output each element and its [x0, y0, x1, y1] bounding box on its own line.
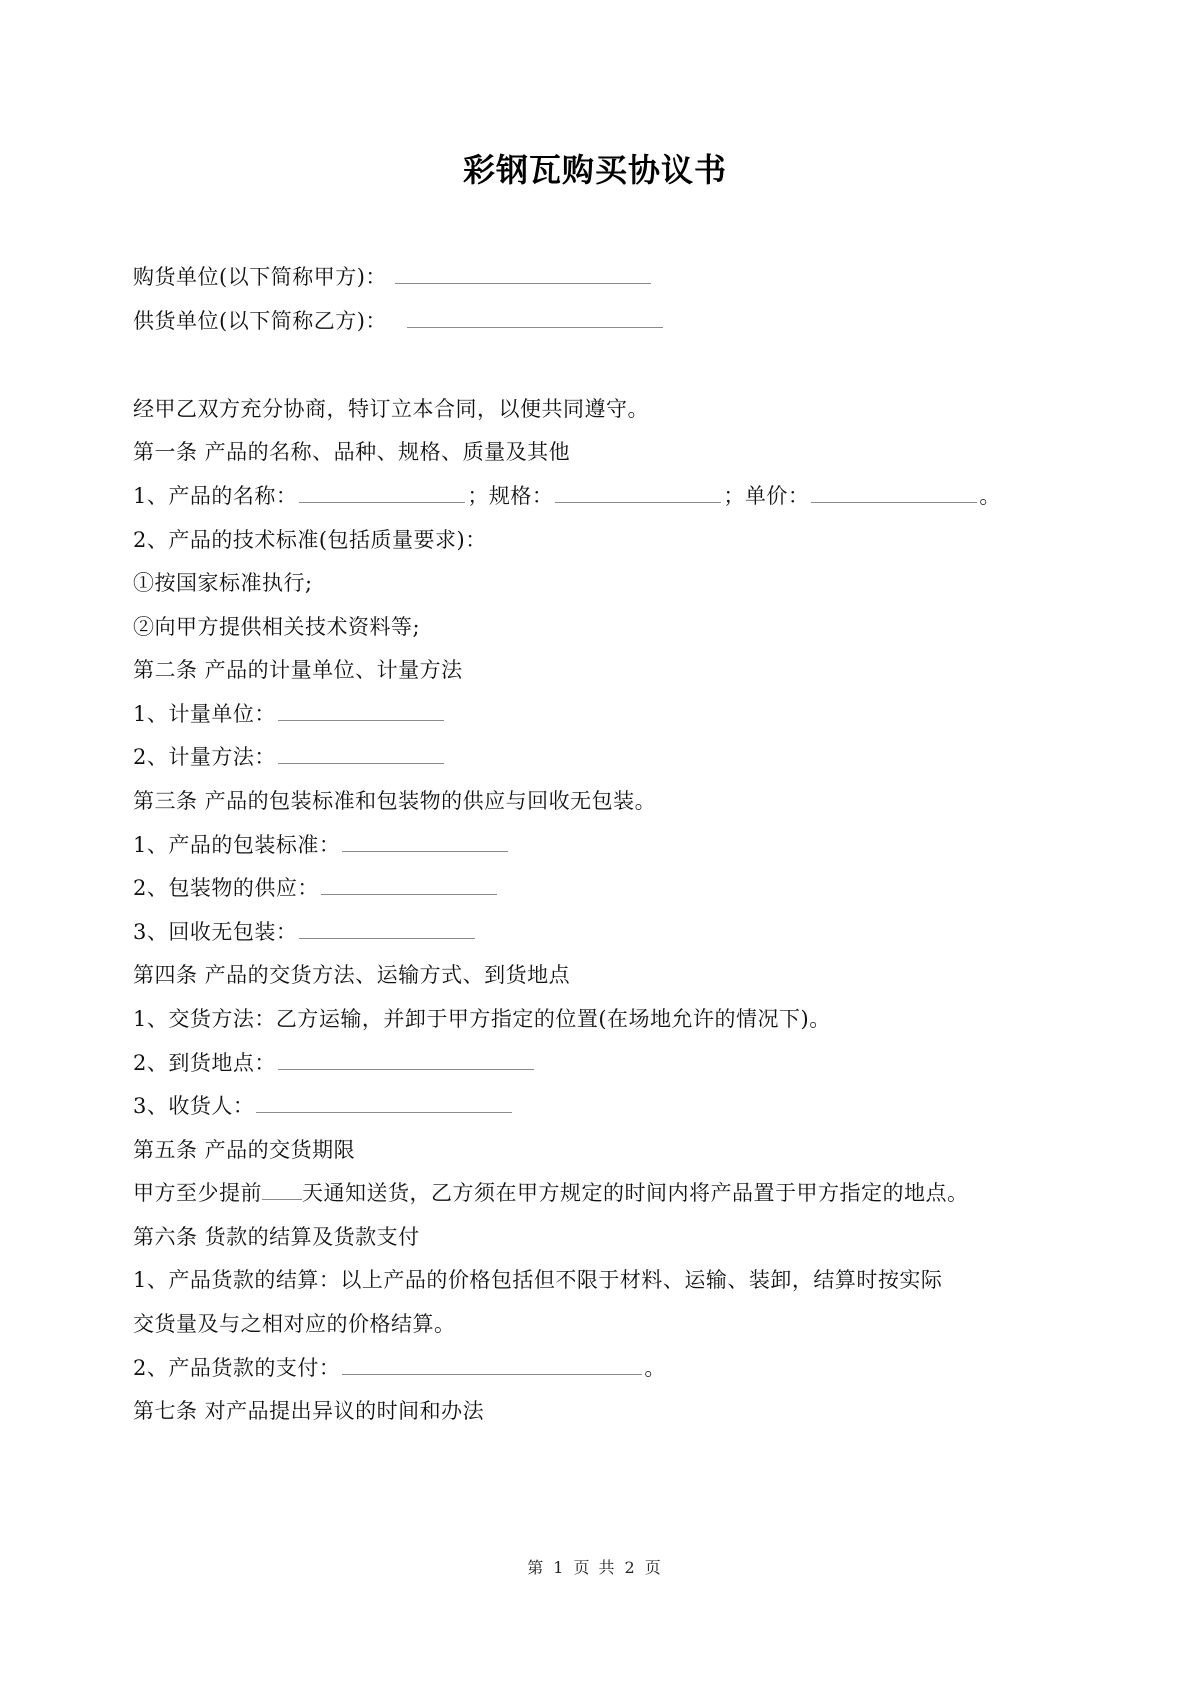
article4-item3 — [133, 1092, 514, 1120]
payment-end: 。 — [644, 1356, 666, 1380]
article3-item1 — [133, 831, 510, 859]
packaging-standard-blank[interactable] — [342, 831, 508, 852]
unit-label: 1、计量单位： — [133, 702, 276, 726]
article1-item1 — [133, 482, 1001, 510]
article3-item2 — [133, 874, 499, 902]
packaging-supply-label: 2、包装物的供应： — [133, 876, 319, 900]
delivery-location-blank[interactable] — [278, 1049, 534, 1070]
article2-heading: 第二条 产品的计量单位、计量方法 — [133, 658, 463, 682]
packaging-standard-label: 1、产品的包装标准： — [133, 833, 341, 857]
article5-heading: 第五条 产品的交货期限 — [133, 1138, 356, 1162]
page-footer — [0, 1555, 1190, 1578]
footer-middle: 页 共 — [573, 1558, 617, 1577]
article1-item2: 2、产品的技术标准(包括质量要求)： — [133, 528, 487, 552]
spec-label: ；规格： — [467, 484, 554, 508]
method-label: 2、计量方法： — [133, 745, 276, 769]
notice-before: 甲方至少提前 — [133, 1181, 262, 1205]
article1-sub2: ②向甲方提供相关技术资料等; — [133, 615, 421, 639]
consignee-label: 3、收货人： — [133, 1094, 255, 1118]
packaging-supply-blank[interactable] — [321, 874, 497, 895]
recycle-blank[interactable] — [299, 918, 475, 939]
recycle-label: 3、回收无包装： — [133, 920, 298, 944]
article4-heading: 第四条 产品的交货方法、运输方式、到货地点 — [133, 963, 571, 987]
article4-item2 — [133, 1049, 536, 1077]
payment-blank[interactable] — [342, 1354, 642, 1375]
price-blank[interactable] — [811, 482, 977, 503]
seller-label: 供货单位(以下简称乙方)： — [133, 309, 387, 333]
notice-days-blank[interactable] — [262, 1179, 302, 1200]
method-blank[interactable] — [278, 743, 444, 764]
article1-sub1: ①按国家标准执行; — [133, 571, 313, 595]
article6-item2 — [133, 1354, 666, 1382]
item1-end: 。 — [979, 484, 1001, 508]
document-title: 彩钢瓦购买协议书 — [462, 151, 727, 189]
footer-current-page: 1 — [553, 1558, 566, 1577]
product-name-label: 1、产品的名称： — [133, 484, 298, 508]
notice-after: 天通知送货，乙方须在甲方规定的时间内将产品置于甲方指定的地点。 — [302, 1181, 969, 1205]
consignee-blank[interactable] — [256, 1092, 512, 1113]
buyer-label: 购货单位(以下简称甲方)： — [133, 265, 387, 289]
article2-item2 — [133, 743, 446, 771]
unit-blank[interactable] — [278, 700, 444, 721]
article5-text — [133, 1179, 969, 1207]
article4-item1: 1、交货方法：乙方运输，并卸于甲方指定的位置(在场地允许的情况下)。 — [133, 1007, 831, 1031]
article3-item3 — [133, 918, 477, 946]
product-name-blank[interactable] — [299, 482, 465, 503]
seller-line — [133, 307, 665, 335]
seller-blank[interactable] — [407, 307, 663, 328]
buyer-blank[interactable] — [395, 263, 651, 284]
article3-heading: 第三条 产品的包装标准和包装物的供应与回收无包装。 — [133, 789, 657, 813]
footer-suffix: 页 — [644, 1558, 663, 1577]
article2-item1 — [133, 700, 446, 728]
article1-heading: 第一条 产品的名称、品种、规格、质量及其他 — [133, 440, 571, 464]
buyer-line — [133, 263, 653, 291]
article6-heading: 第六条 货款的结算及货款支付 — [133, 1225, 420, 1249]
intro-text: 经甲乙双方充分协商，特订立本合同，以便共同遵守。 — [133, 397, 649, 421]
article6-item1-line2: 交货量及与之相对应的价格结算。 — [133, 1312, 456, 1336]
spec-blank[interactable] — [555, 482, 721, 503]
payment-label: 2、产品货款的支付： — [133, 1356, 341, 1380]
footer-total-pages: 2 — [624, 1558, 637, 1577]
delivery-location-label: 2、到货地点： — [133, 1051, 276, 1075]
article7-heading: 第七条 对产品提出异议的时间和办法 — [133, 1399, 485, 1423]
price-label: ；单价： — [723, 484, 810, 508]
footer-prefix: 第 — [527, 1558, 546, 1577]
article6-item1-line1: 1、产品货款的结算：以上产品的价格包括但不限于材料、运输、装卸，结算时按实际 — [133, 1268, 943, 1292]
